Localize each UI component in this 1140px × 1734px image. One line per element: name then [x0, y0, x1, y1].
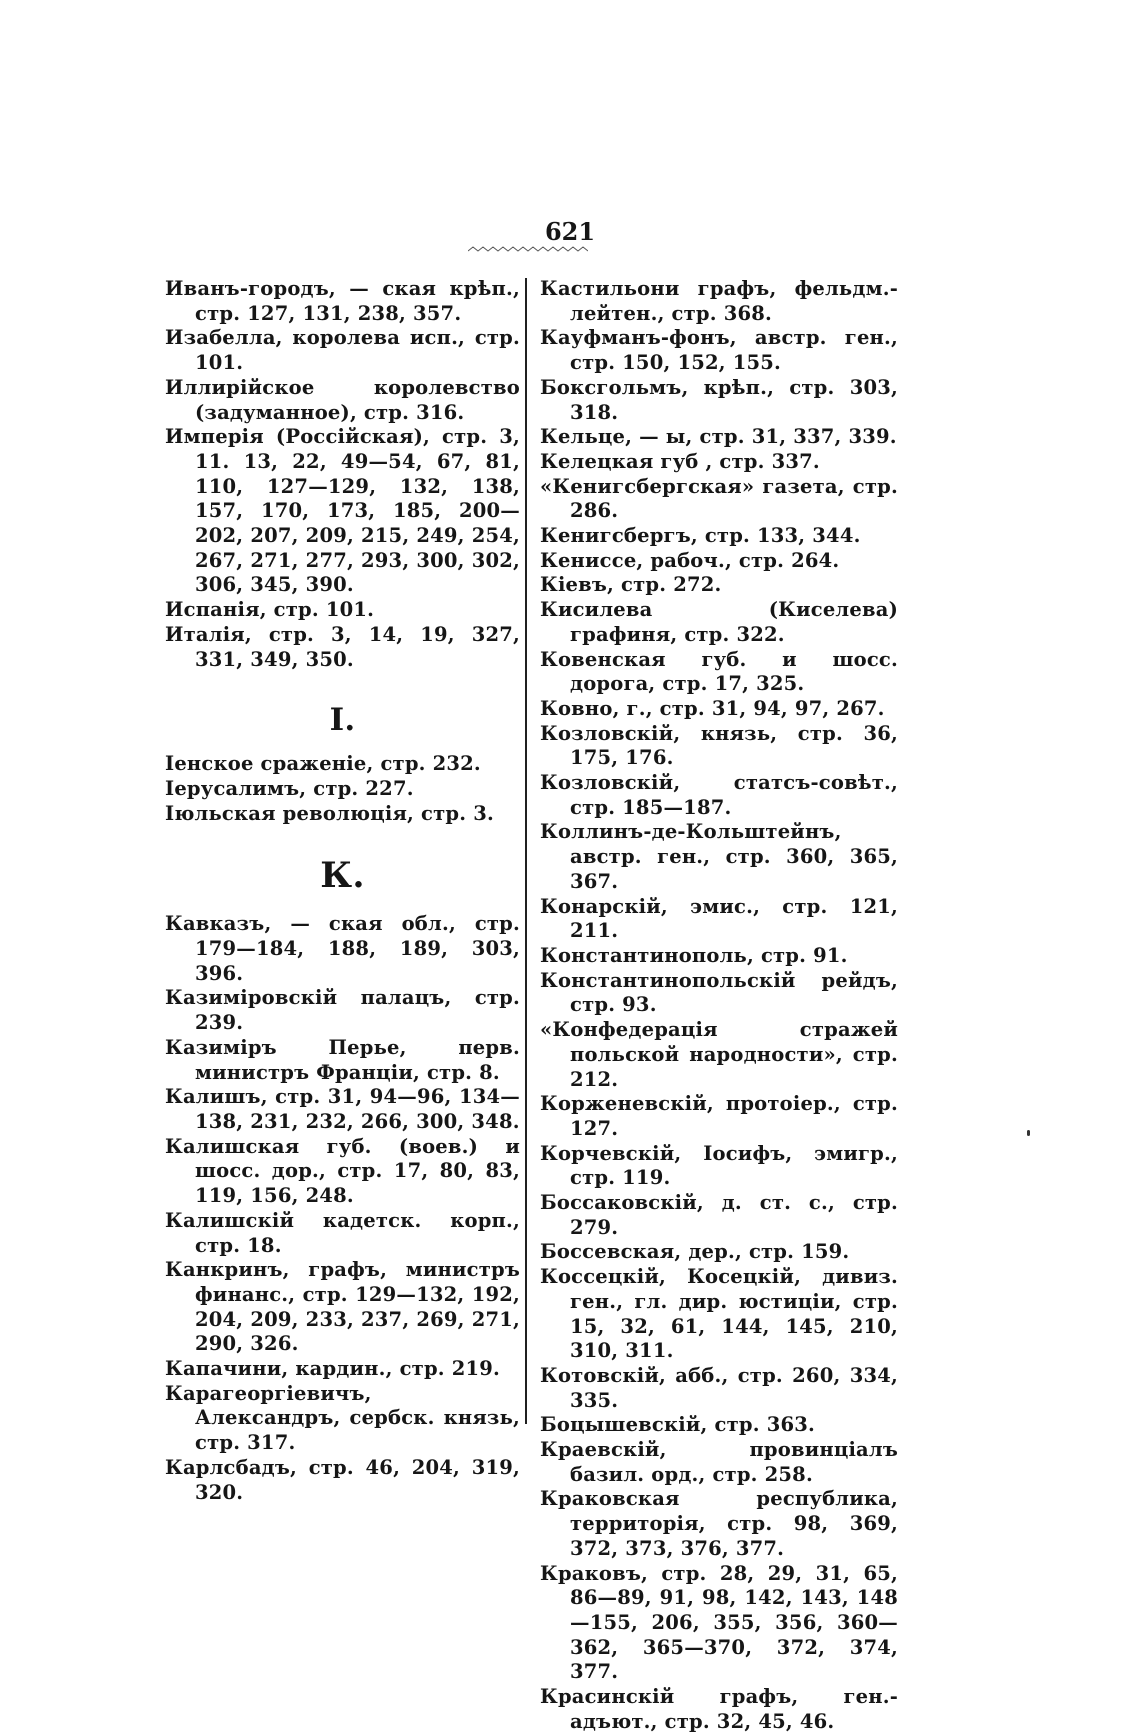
index-entry: Конарскій, эмис., стр. 121, 211. [540, 894, 898, 943]
index-column-left [165, 277, 520, 1505]
index-entry: Котовскій, абб., стр. 260, 334, 335. [540, 1363, 898, 1412]
index-entry: Краевскій, провинціалъ базил. орд., стр. 258. [540, 1438, 898, 1486]
index-entry: Изабелла, королева исп., стр. 101. [165, 326, 520, 375]
page-number-ornament [468, 246, 588, 254]
index-entry: «Конфедерація стражей польской народности», стр. 212. [540, 1018, 898, 1091]
index-entry: Казиміръ Перье, перв. министръ Франціи, стр. 8. [165, 1035, 520, 1084]
index-entry: Краковъ, стр. 28, 29, 31, 65, 86—89, 91, 98, 142, 143, 148—155, 206, 355, 356, 360—362, 365—370, 372, 374, 377. [540, 1561, 898, 1684]
index-entry: Боцышевскій, стр. 363. [540, 1413, 816, 1437]
index-entry: Калишскій кадетск. корп., стр. 18. [165, 1208, 520, 1257]
index-entry: Боссаковскій, д. ст. с., стр. 279. [540, 1191, 898, 1239]
index-entry: Кавказъ, — ская обл., стр. 179—184, 188, 189, 303, 396. [165, 912, 520, 985]
index-entry: Испанія, стр. 101. [165, 598, 375, 622]
index-entry: Корчевскій, Іосифъ, эмигр., стр. 119. [540, 1141, 898, 1190]
index-entry: Козловскій, князь, стр. 36, 175, 176. [540, 721, 898, 770]
entries-block-k [165, 912, 520, 1505]
index-entry: Кисилева (Киселева) графиня, стр. 322. [540, 598, 898, 646]
index-entry: Кіевъ, стр. 272. [540, 573, 722, 597]
index-entry: Коссецкій, Косецкій, дивиз. ген., гл. дир. юстиціи, стр. 15, 32, 61, 144, 145, 210, 310, 311. [540, 1265, 898, 1363]
index-entry: Боксгольмъ, крѣп., стр. 303, 318. [540, 375, 898, 424]
index-entry: Кастильони графъ, фельдм.-лейтен., стр. 368. [540, 277, 898, 325]
index-entry: Кенигсбергъ, стр. 133, 344. [540, 524, 861, 548]
ink-speck [1027, 1130, 1030, 1136]
index-entry: Иванъ-городъ, — ская крѣп., стр. 127, 131, 238, 357. [165, 277, 520, 325]
index-entry: Казиміровскій палацъ, стр. 239. [165, 986, 520, 1035]
entries-block-i [165, 752, 520, 826]
index-entry: Коллинъ-де-Кольштейнъ, австр. ген., стр. 360, 365, 367. [540, 820, 898, 893]
index-entry: Калишская губ. (воев.) и шосс. дор., стр. 17, 80, 83, 119, 156, 248. [165, 1134, 520, 1208]
page-number: 621 [544, 217, 596, 246]
index-entry: Имперія (Россійская), стр. 3, 11. 13, 22, 49—54, 67, 81, 110, 127—129, 132, 138, 157, 170, 173, 185, 200—202, 207, 209, 215, 249, 254, 267, 271, 277, 293, 300, 302, 306, 345, 390. [165, 425, 520, 597]
column-divider [525, 278, 527, 1424]
index-entry: Карагеоргіевичъ, Александръ, сербск. князь, стр. 317. [165, 1381, 520, 1455]
section-heading-i: I. [329, 702, 356, 739]
index-entry: Кениссе, рабоч., стр. 264. [540, 548, 840, 572]
index-entry: Кельце, — ы, стр. 31, 337, 339. [540, 425, 897, 449]
index-entry: Капачини, кардин., стр. 219. [165, 1357, 501, 1381]
section-heading-k: К. [320, 855, 365, 897]
index-column-right [540, 277, 898, 1734]
index-entry: Иллирійское королевство (задуманное), стр. 316. [165, 375, 520, 424]
index-entry: Келецкая губ , стр. 337. [540, 449, 820, 473]
index-entry: Карлсбадъ, стр. 46, 204, 319, 320. [165, 1455, 520, 1504]
index-entry: Боссевская, дер., стр. 159. [540, 1240, 850, 1264]
index-entry: Ковно, г., стр. 31, 94, 97, 267. [540, 696, 885, 720]
index-entry: Константинопольскій рейдъ, стр. 93. [540, 968, 898, 1017]
index-entry: Калишъ, стр. 31, 94—96, 134—138, 231, 232, 266, 300, 348. [165, 1085, 520, 1133]
index-entry: «Кенигсбергская» газета, стр. 286. [540, 474, 898, 523]
entries-block-i-and-i [165, 277, 520, 672]
index-entry: Канкринъ, графъ, министръ финанс., стр. 129—132, 192, 204, 209, 233, 237, 269, 271, 290, 326. [165, 1258, 520, 1356]
index-entry: Италія, стр. 3, 14, 19, 327, 331, 349, 350. [165, 622, 520, 671]
index-entry: Красинскій графъ, ген.-адъют., стр. 32, 45, 46. [540, 1685, 898, 1733]
index-entry: Корженевскій, протоіер., стр. 127. [540, 1092, 898, 1140]
index-entry: Ковенская губ. и шосс. дорога, стр. 17, 325. [540, 647, 898, 696]
index-entry: Іерусалимъ, стр. 227. [165, 776, 414, 800]
index-entry: Кауфманъ-фонъ, австр. ген., стр. 150, 152, 155. [540, 326, 898, 375]
index-entry: Константинополь, стр. 91. [540, 943, 848, 967]
index-entry: Краковская республика, территорія, стр. 98, 369, 372, 373, 376, 377. [540, 1487, 898, 1560]
index-entry: Козловскій, статсъ-совѣт., стр. 185—187. [540, 771, 898, 819]
index-entry: Іюльская революція, стр. 3. [165, 801, 494, 825]
index-entry: Іенское сраженіе, стр. 232. [165, 752, 481, 776]
